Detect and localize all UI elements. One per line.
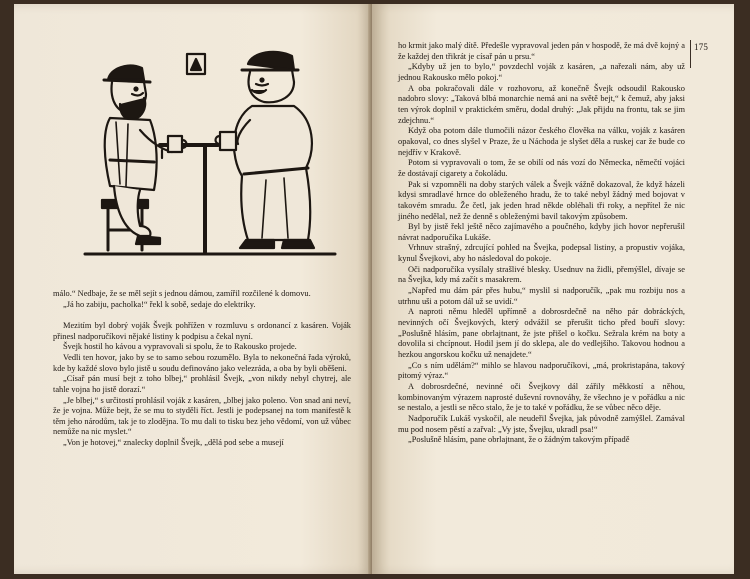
right-paragraph: „Kdyby už jen to bylo,“ povzdechl voják z kasáren, „a nařezali nám, aby už jednou Rakousko mělo pokoj.“ [398, 62, 685, 82]
left-paragraph: „Císař pán musí bejt z toho blbej,“ prohlásil Švejk, „von nikdy nebyl chytrej, ale tahle vojna ho jistě dorazí.“ [53, 374, 351, 394]
right-paragraph: Nadporučík Lukáš vyskočil, ale neudeřil Švejka, jak původně zamýšlel. Zamával mu pod nosem pěstí a zařval: „Vy jste, Švejku, ukradl psa!“ [398, 413, 685, 434]
right-paragraph: Když oba potom dále tlumočili názor českého člověka na válku, voják z kasáren opakoval, co dnes slyšel v Praze, že u Náchoda je slyšet děla a ruskej car že bude co nejdřív v Krakově. [398, 126, 685, 157]
right-paragraph: Vrhnuv strašný, zdrcující pohled na Švejka, podepsal listiny, a propustiv vojáka, kynul Švejkovi, aby ho následoval do pokoje. [398, 243, 685, 264]
right-page-text [398, 41, 685, 446]
page-number-rule [690, 40, 691, 68]
right-paragraph: Oči nadporučíka vysílaly strašlivé blesky. Usednuv na židli, přemýšlel, dívaje se na Švejka, kdy má začít s masakrem. [398, 264, 685, 285]
left-paragraph: Mezitím byl dobrý voják Švejk pohřížen v rozmluvu s ordonancí z kasáren. Voják přinesl nadporučíkovi nějaké listiny k podpisu a čekal nyní. [53, 320, 351, 341]
right-paragraph: A dobrosrdečné, nevinné oči Švejkovy dál zářily měkkostí a něhou, kombinovaným výrazem naprosté duševní rovnováhy, že všechno je v pořádku a nic se nestalo, a jestli se něco stalo, že je to také v pořádku, že se vůbec něco děje. [398, 382, 685, 413]
right-paragraph: Byl by jistě řekl ještě něco zajímavého a poučného, kdyby jich hovor nepřerušil návrat nadporučíka Lukáše. [398, 222, 685, 242]
left-paragraph: málo.“ Nedbaje, že se měl sejít s jednou dámou, zamířil rozčilené k domovu. [53, 289, 311, 298]
right-paragraph: ho krmit jako malý dítě. Předešle vypravoval jeden pán v hospodě, že má dvě kojný a že každej den třikrát je císař pán u prsu.“ [398, 41, 685, 61]
right-paragraph: A oba pokračovali dále v rozhovoru, až konečně Švejk odsoudil Rakousko nadobro slovy: „Taková blbá monarchie nemá ani na světě bejt,“ k čemuž, aby jaksi ten výrok doplnil v praktickém směru, dodal druhý: „Jak přijdu na frontu, tak se jim zdejchnu.“ [398, 83, 685, 125]
left-paragraph: „Já ho zabiju, pacholka!“ řekl k sobě, sedaje do elektriky. [63, 299, 256, 309]
two-soldiers-drinking-illustration [80, 40, 340, 265]
left-paragraph: Vedli ten hovor, jako by se to samo sebou rozumělo. Byla to nekonečná řada výroků, kde by každé slovo bylo jistě u soudu definováno jako velezráda, a oba by byli oběšeni. [53, 352, 351, 373]
page-number: 175 [694, 42, 709, 52]
left-paragraph: Švejk hostil ho kávou a vypravovali si spolu, že to Rakousko projede. [63, 342, 297, 352]
left-paragraph: „Je blbej,“ s určitostí prohlásil voják z kasáren, „blbej jako poleno. Von snad ani neví, že je vojna. Může bejt, že se mu to styděli říct. Jestli je podepsanej na tom manifestě k těm jeho národům, tak je to zlodějna. To mu dali to tisku bez jeho vědomí, von už vůbec nemůže na nic myslet.“ [53, 395, 351, 437]
left-paragraph: „Von je hotovej,“ znalecky doplnil Švejk, „dělá pod sebe a musejí [63, 438, 284, 448]
right-paragraph: Potom si vypravovali o tom, že se obilí od nás vozí do Německa, němečtí vojáci že dostávají cigarety a čokoládu. [398, 158, 685, 178]
right-paragraph: „Napřed mu dám pár přes hubu,“ myslil si nadporučík, „pak mu rozbiju nos a utrhnu uši a potom dál už se uvidí.“ [398, 286, 685, 306]
right-paragraph: „Co s ním udělám?“ mihlo se hlavou nadporučíkovi, „má, prokristapána, takový pitomý výraz.“ [398, 360, 685, 381]
right-paragraph: „Poslušně hlásím, pane obrlajtnant, že o žádným takovým případě [408, 435, 630, 445]
left-page-text [53, 289, 351, 449]
right-paragraph: A naproti němu hleděl upřímně a dobrosrdečně na něho pár dobráckých, nevinných očí Švejkových, který odvážil se přerušit ticho před bouří slovy: „Poslušně hlásím, pane obrlajtnant, že jste přišel o kočku. Sežrala krém na boty a dovolila si chcípnout. Hodil jsem jí do sklepa, ale do vedlejšího. Takovou hodnou a hezkou angorskou kočku už nenajdete.“ [398, 307, 685, 360]
right-paragraph: Pak si vzpomněli na doby starých válek a Švejk vážně dokazoval, že když házeli kdysi smradlavé hrnce do obleženého hradu, že to také nebyl žádný med bojovat v takovém smradu. Že četl, jak jeden hrad někde obléhali tři roky, a nepřítel že nic jiného nedělal, než že denně s obleženými bavil takovým způsobem. [398, 179, 685, 221]
